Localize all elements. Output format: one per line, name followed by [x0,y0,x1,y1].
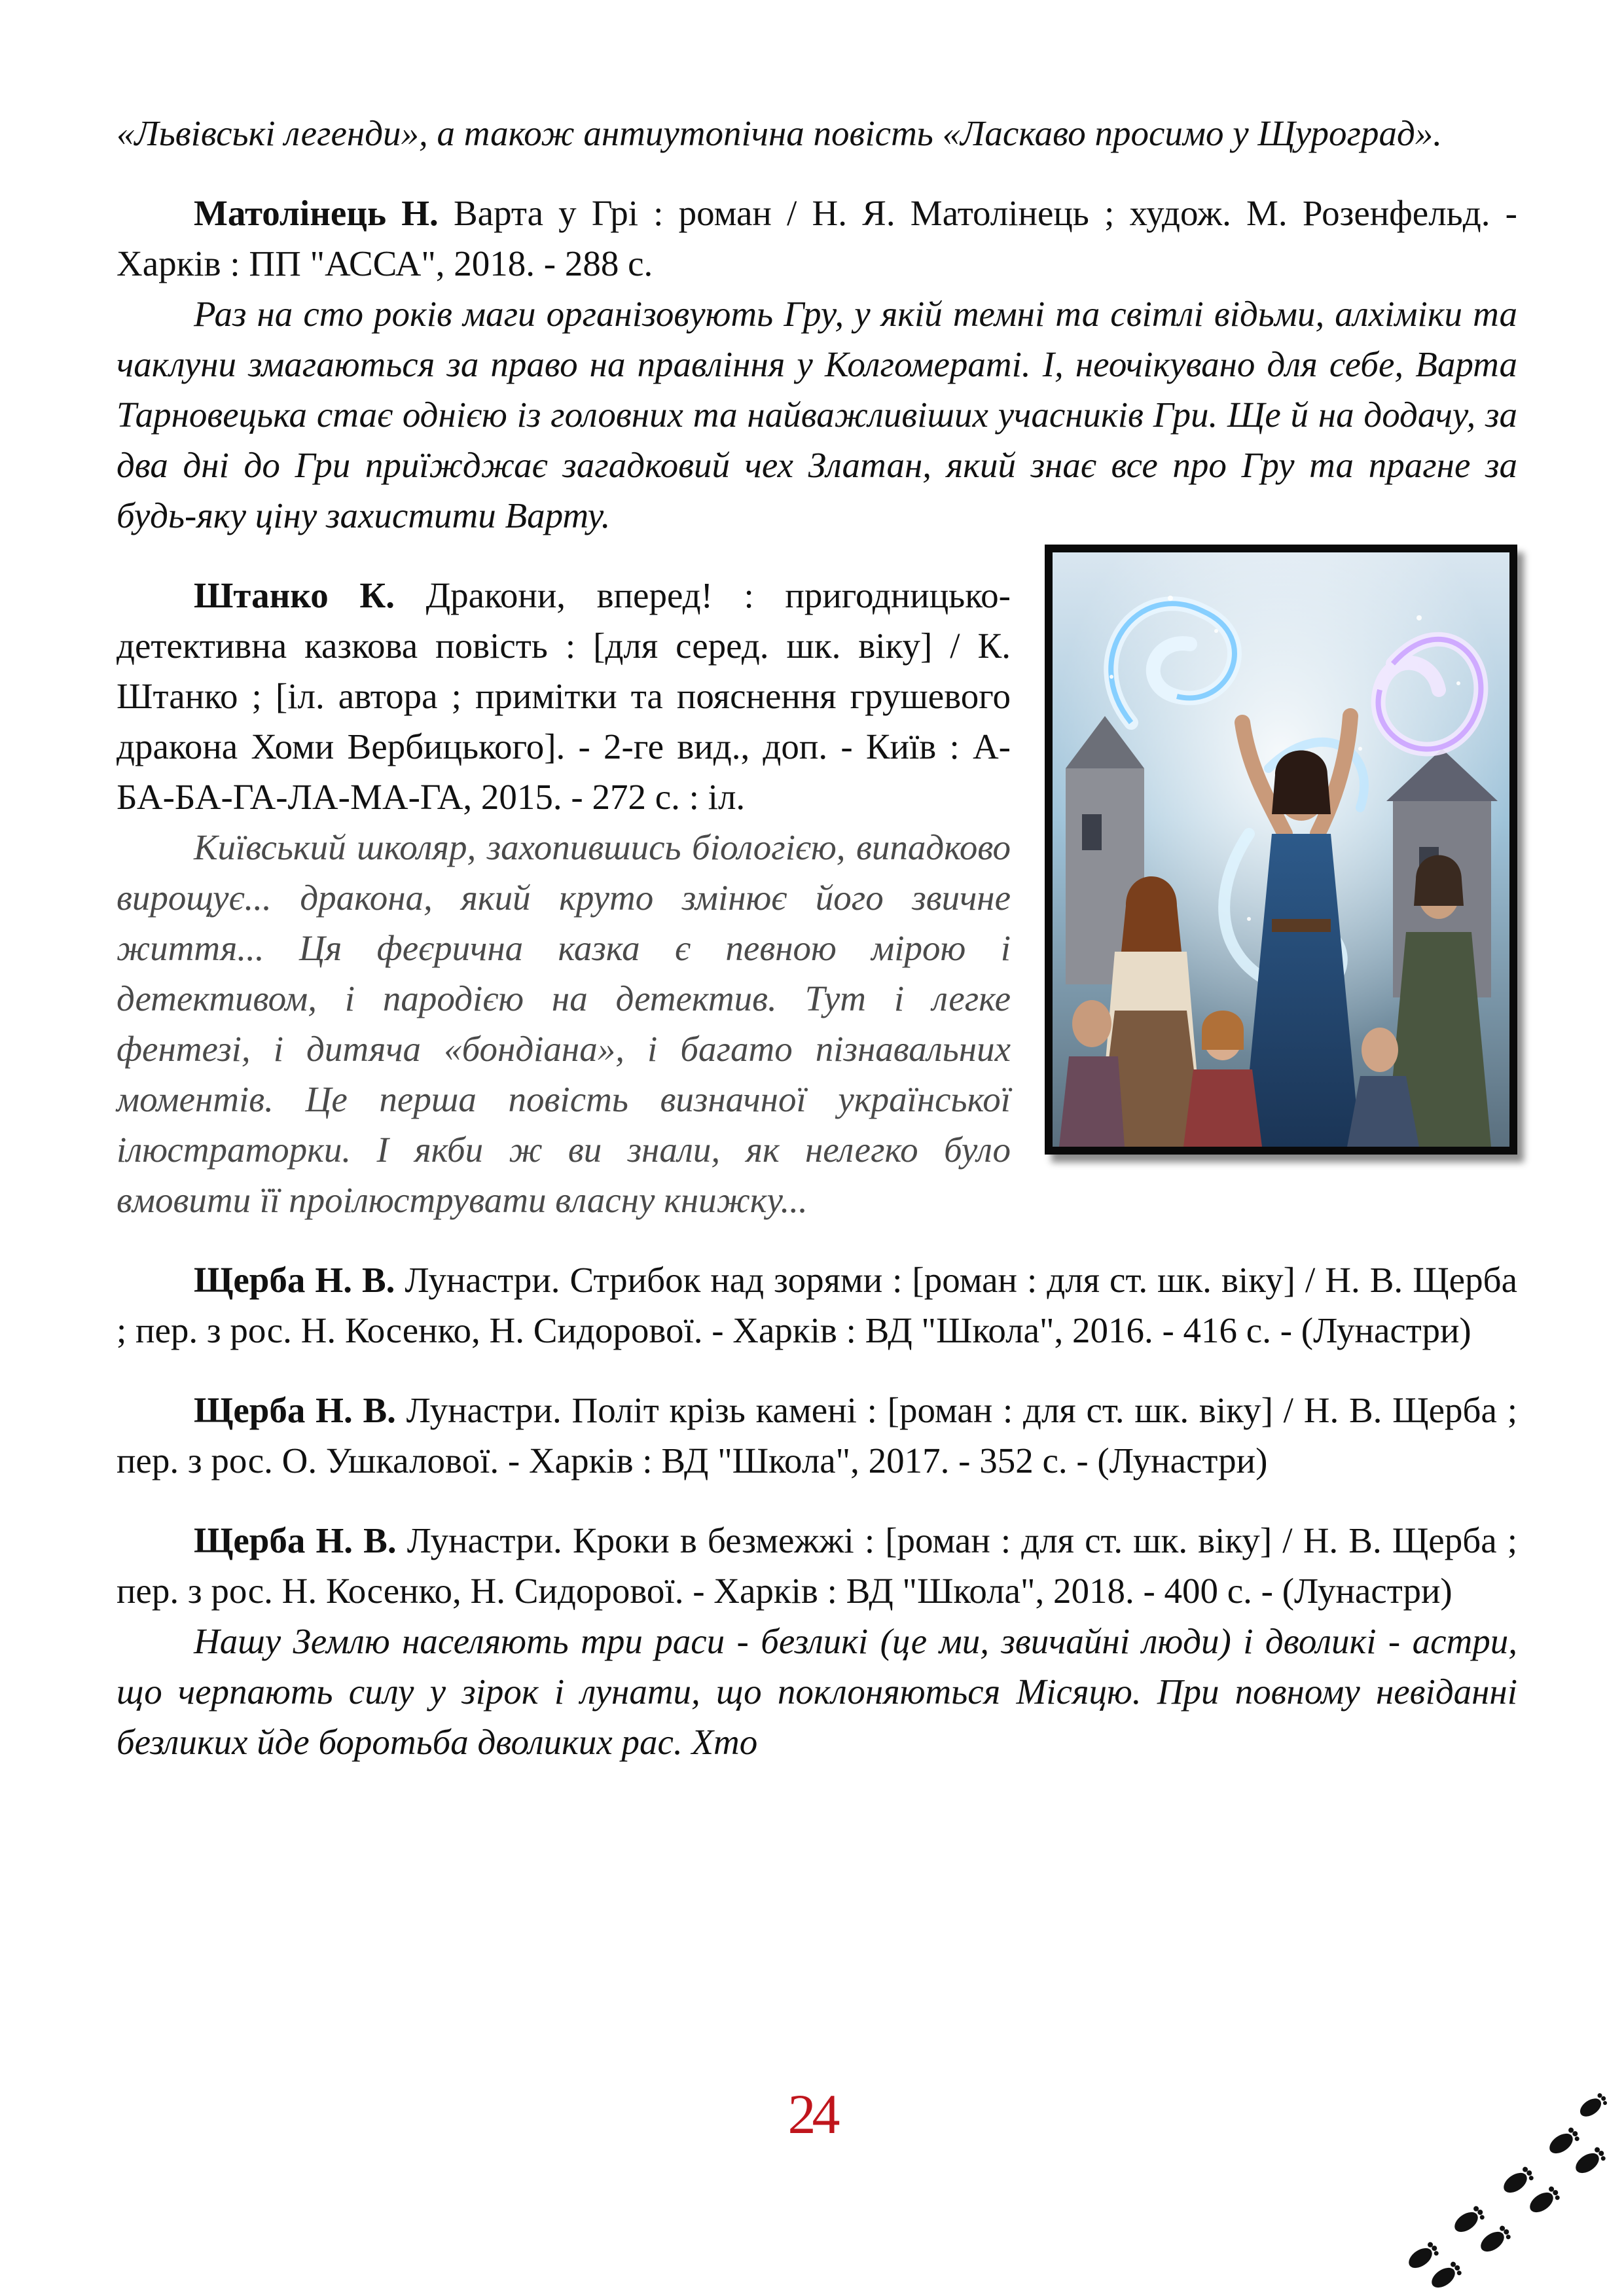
entry-citation-text: Лунастри. Кроки в безмежжі : [роман : для ст. шк. віку] / Н. В. Щерба ; пер. з рос. Н. Косенко, Н. Сидорової. - Харків : ВД "Школа", 2018. - 400 с. - (Лунастри) [117,1520,1517,1611]
entry-citation-text: Лунастри. Політ крізь камені : [роман : для ст. шк. віку] / Н. В. Щерба ; пер. з рос. О. Ушкалової. - Харків : ВД "Школа", 2017. - 352 с. - (Лунастри) [117,1390,1517,1480]
entry-matolinets [117,188,1517,541]
entry-citation [117,188,1517,289]
entry-author: Щерба Н. В. [194,1520,397,1560]
intro-paragraph: «Львівські легенди», а також антиутопічна повість «Ласкаво просимо у Щуроград». [117,113,1443,153]
entry-citation [117,1385,1517,1486]
page-number: 24 [787,2083,837,2145]
footprints-icon [1394,2081,1617,2291]
entry-author: Щерба Н. В. [194,1260,395,1300]
entry-author: Матолінець Н. [194,193,439,233]
entry-shcherba-3 [117,1515,1517,1767]
entry-citation-text: Варта у Грі : роман / Н. Я. Матолінець ; худож. М. Розенфельд. - Харків : ПП "АССА", 2018. - 288 с. [117,193,1517,283]
entry-citation [117,1515,1517,1616]
page-content [117,108,1517,1767]
footprints-icon [1394,2081,1617,2291]
book-cover-illustration [1045,545,1517,1155]
entry-shcherba-1 [117,1255,1517,1355]
entry-annotation: Раз на сто років маги організовують Гру, у якій темні та світлі відьми, алхіміки та чаклуни змагаються за право на правління у Колгомераті. І, неочікувано для себе, Варта Тарновецька стає однією із головних та найважливіших учасників Гри. Ще й на додачу, за два дні до Гри приїжджає загадковий чех Златан, який знає все про Гру та прагне за будь-яку ціну захистити Варту. [117,294,1517,535]
entry-citation [117,1255,1517,1355]
entry-author: Штанко К. [194,575,395,615]
entry-citation-text: Дракони, вперед! : пригодницько-детективна казкова повість : [для серед. шк. віку] / К. Штанко ; [іл. автора ; примітки та пояснення грушевого дракона Хоми Вербицького]. - 2-ге вид., доп. - Київ : А-БА-БА-ГА-ЛА-МА-ГА, 2015. - 272 с. : іл. [117,575,1011,817]
fantasy-book-cover-illustration [1053,552,1509,1147]
entry-author: Щерба Н. В. [194,1390,396,1430]
entry-annotation: Нашу Землю населяють три раси - безликі (це ми, звичайні люди) і дволикі - астри, що черпають силу у зірок і лунати, що поклоняються Місяцю. При повному невіданні безликих йде боротьба дволиких рас. Хто [117,1621,1517,1762]
entry-citation-text: Лунастри. Стрибок над зорями : [роман : для ст. шк. віку] / Н. В. Щерба ; пер. з рос. Н. Косенко, Н. Сидорової. - Харків : ВД "Школа", 2016. - 416 с. - (Лунастри) [117,1260,1517,1350]
entry-shcherba-2 [117,1385,1517,1486]
entry-annotation: Київський школяр, захопившись біологією, випадково вирощує... дракона, який круто змінює його звичне життя... Ця феєрична казка є певною мірою і детективом, і пародією на детектив. Тут і легке фентезі, і дитяча «бондіана», і багато пізнавальних моментів. Це перша повість визначної української ілюстраторки. І якби ж ви знали, як нелегко було вмовити її проілюструвати власну книжку... [117,827,1011,1220]
